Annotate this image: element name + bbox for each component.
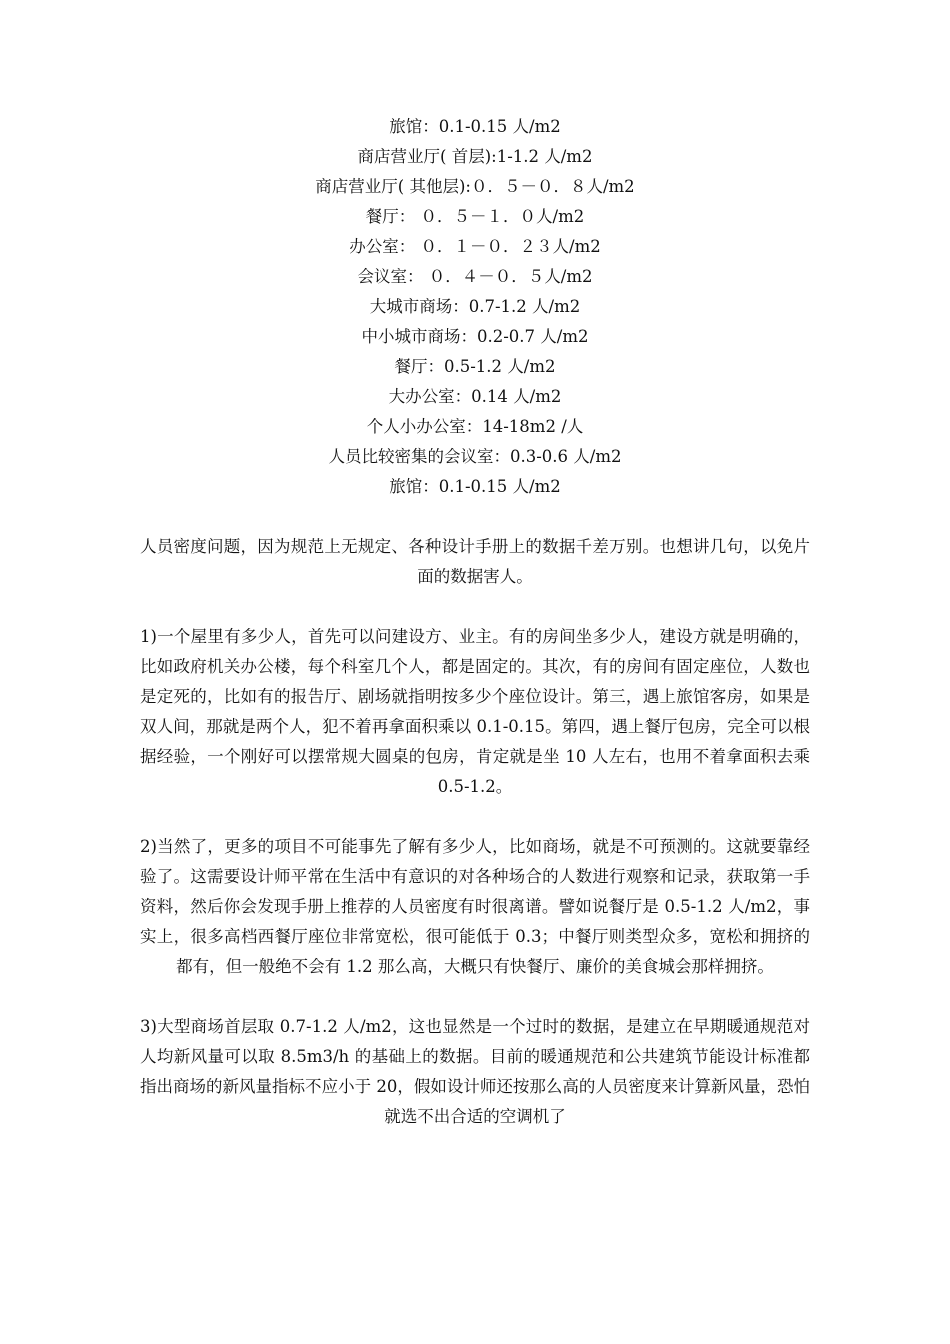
list-item: 人员比较密集的会议室：0.3-0.6 人/m2 [328, 447, 622, 466]
list-item: 商店营业厅( 其他层):０．５－０．８人/m2 [315, 177, 635, 196]
paragraph-2: 2)当然了，更多的项目不可能事先了解有多少人，比如商场，就是不可预测的。这就要靠经验了。这需要设计师平常在生活中有意识的对各种场合的人数进行观察和记录，获取第一手资料，然后你会发现手册上推荐的人员密度有时很离谱。譬如说餐厅是 0.5-1.2 人/m2，事实上，很多高档西餐厅座位非常宽松，很可能低于 0.3；中餐厅则类型众多，宽松和拥挤的都有，但一般绝不会有 1.2 那么高，大概只有快餐厅、廉价的美食城会那样拥挤。 [140, 837, 810, 976]
list-item: 中小城市商场：0.2-0.7 人/m2 [361, 327, 589, 346]
list-item: 大城市商场：0.7-1.2 人/m2 [369, 297, 581, 316]
document-page [140, 112, 810, 1132]
spacer [140, 502, 810, 532]
intro-paragraph: 人员密度问题，因为规范上无规定、各种设计手册上的数据千差万别。也想讲几句，以免片面的数据害人。 [140, 537, 810, 586]
paragraph-3: 3)大型商场首层取 0.7-1.2 人/m2，这也显然是一个过时的数据，是建立在早期暖通规范对人均新风量可以取 8.5m3/h 的基础上的数据。目前的暖通规范和公共建筑节能设计标准都指出商场的新风量指标不应小于 20，假如设计师还按那么高的人员密度来计算新风量，恐怕就选不出合适的空调机了 [140, 1017, 810, 1126]
density-list [140, 112, 810, 502]
paragraph-1: 1)一个屋里有多少人，首先可以问建设方、业主。有的房间坐多少人，建设方就是明确的，比如政府机关办公楼，每个科室几个人，都是固定的。其次，有的房间有固定座位，人数也是定死的，比如有的报告厅、剧场就指明按多少个座位设计。第三，遇上旅馆客房，如果是双人间，那就是两个人，犯不着再拿面积乘以 0.1-0.15。第四，遇上餐厅包房，完全可以根据经验，一个刚好可以摆常规大圆桌的包房，肯定就是坐 10 人左右，也用不着拿面积去乘 0.5-1.2。 [140, 627, 810, 796]
spacer [140, 592, 810, 622]
list-item: 办公室： ０．１－０．２３人/m2 [349, 237, 601, 256]
spacer [140, 802, 810, 832]
list-item: 餐厅： ０．５－１．０人/m2 [365, 207, 585, 226]
list-item: 餐厅：0.5-1.2 人/m2 [394, 357, 556, 376]
list-item: 商店营业厅( 首层):1-1.2 人/m2 [357, 147, 593, 166]
list-item: 旅馆：0.1-0.15 人/m2 [389, 477, 561, 496]
list-item: 会议室： ０．４－０．５人/m2 [357, 267, 593, 286]
list-item: 个人小办公室：14-18m2 /人 [366, 417, 584, 436]
list-item: 大办公室：0.14 人/m2 [388, 387, 562, 406]
spacer [140, 982, 810, 1012]
list-item: 旅馆：0.1-0.15 人/m2 [389, 117, 561, 136]
